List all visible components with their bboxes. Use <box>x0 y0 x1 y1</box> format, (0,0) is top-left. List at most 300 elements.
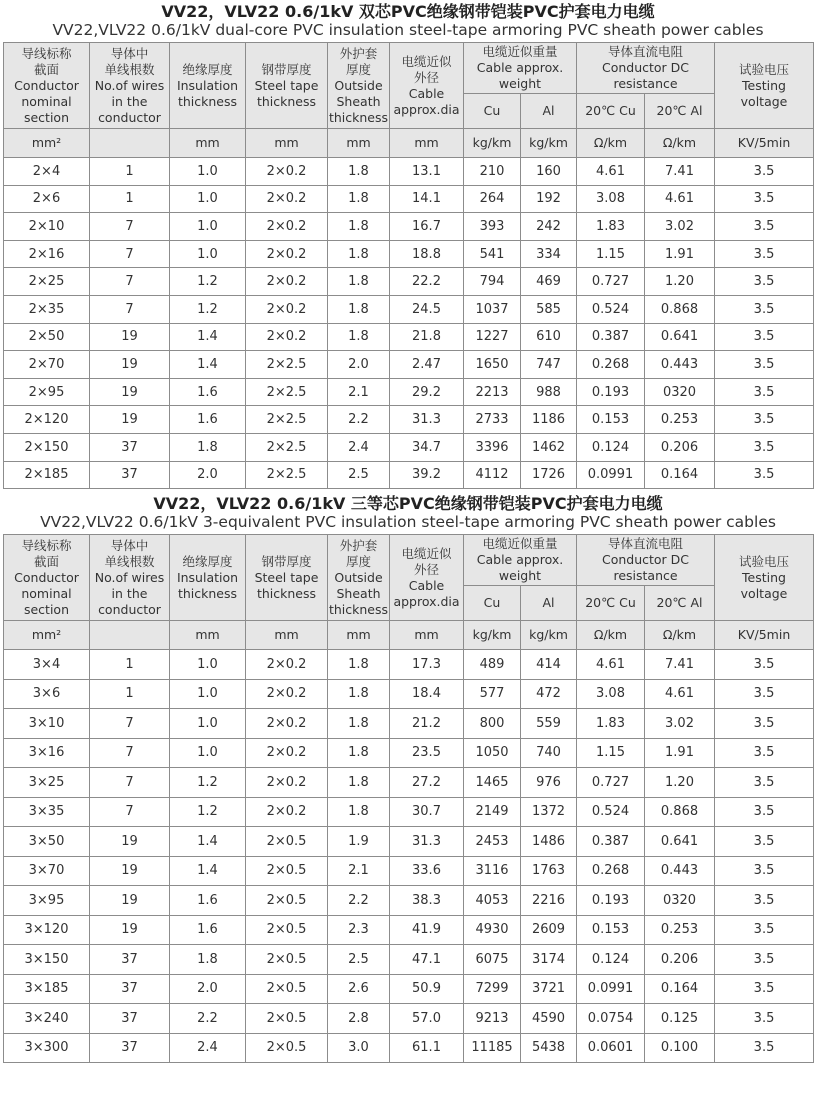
table-cell: 585 <box>521 295 577 323</box>
table-cell: 1.8 <box>328 295 390 323</box>
table-cell: 740 <box>521 738 577 768</box>
col-header-section: 导线标称 截面 Conductor nominal section <box>4 43 90 129</box>
table-cell: 2×0.5 <box>246 945 328 975</box>
col-header-insulation: 绝缘厚度 Insulation thickness <box>170 43 246 129</box>
table-cell: 38.3 <box>390 886 464 916</box>
table-cell: 37 <box>90 1004 170 1034</box>
table-cell: 3.5 <box>715 433 814 461</box>
unit-cell: mm <box>246 621 328 650</box>
table-cell: 7 <box>90 768 170 798</box>
table-cell: 1 <box>90 679 170 709</box>
table-cell: 3×35 <box>4 797 90 827</box>
table-cell: 0.387 <box>577 323 645 351</box>
table-cell: 3.5 <box>715 1033 814 1063</box>
table-body <box>4 650 814 1063</box>
table-cell: 2.0 <box>170 974 246 1004</box>
table-cell: 19 <box>90 827 170 857</box>
table-cell: 4.61 <box>645 185 715 213</box>
table-cell: 7299 <box>464 974 521 1004</box>
table-cell: 1.8 <box>328 679 390 709</box>
table-cell: 1.4 <box>170 856 246 886</box>
table-cell: 3×4 <box>4 650 90 680</box>
table-header <box>4 535 814 650</box>
table-row <box>4 158 814 186</box>
unit-cell: kg/km <box>464 129 521 158</box>
table-cell: 5438 <box>521 1033 577 1063</box>
table-cell: 9213 <box>464 1004 521 1034</box>
table-cell: 37 <box>90 461 170 489</box>
table-cell: 1.8 <box>170 945 246 975</box>
table-cell: 3.5 <box>715 768 814 798</box>
table-cell: 3.5 <box>715 351 814 379</box>
table-cell: 3.5 <box>715 709 814 739</box>
table-cell: 1.0 <box>170 738 246 768</box>
unit-cell <box>90 621 170 650</box>
table-cell: 2×25 <box>4 268 90 296</box>
table-cell: 7 <box>90 797 170 827</box>
table-cell: 4.61 <box>577 650 645 680</box>
table-cell: 0.253 <box>645 406 715 434</box>
table-row <box>4 323 814 351</box>
table-row <box>4 945 814 975</box>
table-cell: 3×120 <box>4 915 90 945</box>
table-cell: 2.2 <box>170 1004 246 1034</box>
table-cell: 0.206 <box>645 945 715 975</box>
table-cell: 0.253 <box>645 915 715 945</box>
col-header-weight-cu: Cu <box>464 586 521 621</box>
table-cell: 37 <box>90 974 170 1004</box>
table-cell: 4.61 <box>577 158 645 186</box>
table-cell: 0.193 <box>577 378 645 406</box>
table-cell: 1.2 <box>170 268 246 296</box>
table-cell: 3×70 <box>4 856 90 886</box>
unit-cell: Ω/km <box>645 129 715 158</box>
table-cell: 3.5 <box>715 797 814 827</box>
table-cell: 0320 <box>645 378 715 406</box>
table-cell: 3.5 <box>715 679 814 709</box>
table-cell: 2×2.5 <box>246 433 328 461</box>
table-cell: 2.3 <box>328 915 390 945</box>
table-cell: 50.9 <box>390 974 464 1004</box>
unit-cell: mm <box>390 621 464 650</box>
table-cell: 4590 <box>521 1004 577 1034</box>
table-cell: 2.4 <box>328 433 390 461</box>
table-cell: 2216 <box>521 886 577 916</box>
table-row <box>4 856 814 886</box>
table-cell: 0.387 <box>577 827 645 857</box>
table-cell: 1 <box>90 185 170 213</box>
table-cell: 1.8 <box>328 240 390 268</box>
table-cell: 19 <box>90 323 170 351</box>
table-row <box>4 461 814 489</box>
col-header-wires: 导体中 单线根数 No.of wires in the conductor <box>90 43 170 129</box>
table-cell: 3.5 <box>715 378 814 406</box>
table-cell: 1.0 <box>170 158 246 186</box>
table-cell: 3.5 <box>715 915 814 945</box>
table-cell: 11185 <box>464 1033 521 1063</box>
table-cell: 489 <box>464 650 521 680</box>
table-cell: 2.6 <box>328 974 390 1004</box>
table-cell: 4053 <box>464 886 521 916</box>
table-cell: 2213 <box>464 378 521 406</box>
table-cell: 2×35 <box>4 295 90 323</box>
three-core-spec-table <box>3 534 814 1063</box>
table-cell: 3×185 <box>4 974 90 1004</box>
col-header-weight-al: Al <box>521 94 577 129</box>
col-header-resistance: 导体直流电阻 Conductor DC resistance <box>577 535 715 586</box>
table-cell: 0.125 <box>645 1004 715 1034</box>
table-cell: 0320 <box>645 886 715 916</box>
table-cell: 2×120 <box>4 406 90 434</box>
unit-cell: Ω/km <box>577 621 645 650</box>
col-header-wires: 导体中 单线根数 No.of wires in the conductor <box>90 535 170 621</box>
table-cell: 1.6 <box>170 378 246 406</box>
table-cell: 1.8 <box>328 185 390 213</box>
unit-cell: KV/5min <box>715 621 814 650</box>
col-header-resistance-al: 20℃ Al <box>645 94 715 129</box>
table-cell: 7 <box>90 268 170 296</box>
table-cell: 1.4 <box>170 323 246 351</box>
dual-core-spec-table <box>3 42 814 489</box>
table-cell: 1.2 <box>170 295 246 323</box>
table-cell: 0.206 <box>645 433 715 461</box>
table-cell: 2×0.2 <box>246 323 328 351</box>
table-cell: 7.41 <box>645 158 715 186</box>
table-cell: 13.1 <box>390 158 464 186</box>
table-cell: 1.91 <box>645 240 715 268</box>
table-row <box>4 378 814 406</box>
table-cell: 37 <box>90 433 170 461</box>
table-row <box>4 433 814 461</box>
table-cell: 1.83 <box>577 709 645 739</box>
table-cell: 19 <box>90 378 170 406</box>
table-cell: 160 <box>521 158 577 186</box>
table-cell: 2×50 <box>4 323 90 351</box>
table-cell: 0.524 <box>577 797 645 827</box>
table-cell: 472 <box>521 679 577 709</box>
table-cell: 0.443 <box>645 351 715 379</box>
col-header-voltage: 试验电压 Testing voltage <box>715 535 814 621</box>
table-cell: 2×0.2 <box>246 650 328 680</box>
three-core-title: VV22，VLV22 0.6/1kV 三等芯PVC绝缘钢带铠装PVC护套电力电缆 <box>153 494 663 514</box>
table-cell: 3.5 <box>715 856 814 886</box>
unit-cell: mm <box>246 129 328 158</box>
table-row <box>4 185 814 213</box>
table-cell: 1.91 <box>645 738 715 768</box>
table-cell: 0.727 <box>577 768 645 798</box>
table-cell: 3.5 <box>715 158 814 186</box>
col-header-steel-tape: 钢带厚度 Steel tape thickness <box>246 535 328 621</box>
table-cell: 4112 <box>464 461 521 489</box>
table-cell: 2×0.5 <box>246 974 328 1004</box>
table-row <box>4 295 814 323</box>
table-cell: 2453 <box>464 827 521 857</box>
table-cell: 1372 <box>521 797 577 827</box>
table-cell: 2×70 <box>4 351 90 379</box>
table-cell: 2.8 <box>328 1004 390 1034</box>
table-row <box>4 886 814 916</box>
table-cell: 2.4 <box>170 1033 246 1063</box>
table-cell: 3×300 <box>4 1033 90 1063</box>
table-cell: 1186 <box>521 406 577 434</box>
table-cell: 1.0 <box>170 213 246 241</box>
unit-cell: mm <box>390 129 464 158</box>
table-cell: 747 <box>521 351 577 379</box>
table-cell: 2×16 <box>4 240 90 268</box>
unit-cell <box>90 129 170 158</box>
three-core-subtitle: VV22,VLV22 0.6/1kV 3-equivalent PVC insulation steel-tape armoring PVC sheath power cables <box>40 513 776 532</box>
table-cell: 18.4 <box>390 679 464 709</box>
table-cell: 6075 <box>464 945 521 975</box>
table-cell: 18.8 <box>390 240 464 268</box>
table-cell: 1.0 <box>170 650 246 680</box>
table-cell: 16.7 <box>390 213 464 241</box>
table-cell: 1227 <box>464 323 521 351</box>
col-header-resistance-cu: 20℃ Cu <box>577 586 645 621</box>
table-cell: 2149 <box>464 797 521 827</box>
table-body <box>4 158 814 489</box>
table-cell: 31.3 <box>390 827 464 857</box>
table-cell: 2×0.5 <box>246 827 328 857</box>
unit-cell: mm <box>170 129 246 158</box>
table-row <box>4 351 814 379</box>
table-cell: 47.1 <box>390 945 464 975</box>
table-cell: 3×95 <box>4 886 90 916</box>
table-row <box>4 768 814 798</box>
table-cell: 2×0.2 <box>246 738 328 768</box>
table-cell: 1.0 <box>170 709 246 739</box>
table-cell: 2.5 <box>328 461 390 489</box>
table-cell: 3×240 <box>4 1004 90 1034</box>
table-cell: 3×10 <box>4 709 90 739</box>
table-cell: 1.6 <box>170 406 246 434</box>
table-cell: 3.5 <box>715 461 814 489</box>
table-cell: 3.5 <box>715 240 814 268</box>
table-cell: 21.8 <box>390 323 464 351</box>
table-cell: 3×50 <box>4 827 90 857</box>
table-cell: 7 <box>90 738 170 768</box>
table-cell: 2×0.2 <box>246 268 328 296</box>
table-cell: 1.8 <box>170 433 246 461</box>
col-header-sheath: 外护套 厚度 Outside Sheath thickness <box>328 535 390 621</box>
table-cell: 1465 <box>464 768 521 798</box>
table-cell: 21.2 <box>390 709 464 739</box>
table-cell: 3.0 <box>328 1033 390 1063</box>
table-cell: 2×0.5 <box>246 1033 328 1063</box>
table-cell: 3×16 <box>4 738 90 768</box>
table-cell: 1050 <box>464 738 521 768</box>
table-cell: 3.02 <box>645 213 715 241</box>
table-cell: 7 <box>90 213 170 241</box>
table-cell: 988 <box>521 378 577 406</box>
table-cell: 1462 <box>521 433 577 461</box>
table-row <box>4 1004 814 1034</box>
table-cell: 0.153 <box>577 915 645 945</box>
table-cell: 2×0.2 <box>246 158 328 186</box>
table-cell: 3.5 <box>715 1004 814 1034</box>
table-cell: 33.6 <box>390 856 464 886</box>
table-cell: 3.5 <box>715 974 814 1004</box>
table-cell: 264 <box>464 185 521 213</box>
table-cell: 800 <box>464 709 521 739</box>
table-cell: 2733 <box>464 406 521 434</box>
table-cell: 334 <box>521 240 577 268</box>
table-cell: 2×0.2 <box>246 240 328 268</box>
table-row <box>4 213 814 241</box>
col-header-diameter: 电缆近似 外径 Cable approx.dia <box>390 535 464 621</box>
table-cell: 2×0.5 <box>246 886 328 916</box>
table-cell: 1.8 <box>328 709 390 739</box>
table-cell: 1.4 <box>170 351 246 379</box>
unit-cell: Ω/km <box>645 621 715 650</box>
table-cell: 976 <box>521 768 577 798</box>
table-row <box>4 240 814 268</box>
table-cell: 0.0991 <box>577 461 645 489</box>
col-header-insulation: 绝缘厚度 Insulation thickness <box>170 535 246 621</box>
table-cell: 2×10 <box>4 213 90 241</box>
table-cell: 3.02 <box>645 709 715 739</box>
table-cell: 1.8 <box>328 213 390 241</box>
table-cell: 3×6 <box>4 679 90 709</box>
table-cell: 0.0754 <box>577 1004 645 1034</box>
table-cell: 0.641 <box>645 323 715 351</box>
table-cell: 1.15 <box>577 738 645 768</box>
table-cell: 1726 <box>521 461 577 489</box>
table-cell: 1.20 <box>645 268 715 296</box>
table-cell: 4.61 <box>645 679 715 709</box>
table-cell: 2×185 <box>4 461 90 489</box>
table-cell: 23.5 <box>390 738 464 768</box>
table-cell: 2×0.5 <box>246 856 328 886</box>
table-cell: 1763 <box>521 856 577 886</box>
table-cell: 2×4 <box>4 158 90 186</box>
table-cell: 1.8 <box>328 268 390 296</box>
table-cell: 17.3 <box>390 650 464 680</box>
table-cell: 2×0.2 <box>246 679 328 709</box>
table-cell: 31.3 <box>390 406 464 434</box>
table-cell: 0.124 <box>577 945 645 975</box>
table-cell: 794 <box>464 268 521 296</box>
col-header-diameter: 电缆近似 外径 Cable approx.dia <box>390 43 464 129</box>
table-cell: 2×0.2 <box>246 709 328 739</box>
table-cell: 469 <box>521 268 577 296</box>
table-row <box>4 268 814 296</box>
table-cell: 3.5 <box>715 268 814 296</box>
table-cell: 1.0 <box>170 679 246 709</box>
table-cell: 1.8 <box>328 768 390 798</box>
col-header-weight-cu: Cu <box>464 94 521 129</box>
table-cell: 0.868 <box>645 797 715 827</box>
col-header-weight: 电缆近似重量 Cable approx. weight <box>464 535 577 586</box>
table-cell: 1.8 <box>328 738 390 768</box>
table-cell: 3.08 <box>577 185 645 213</box>
table-cell: 393 <box>464 213 521 241</box>
table-cell: 19 <box>90 915 170 945</box>
table-cell: 14.1 <box>390 185 464 213</box>
table-cell: 19 <box>90 856 170 886</box>
table-cell: 0.153 <box>577 406 645 434</box>
table-cell: 1.8 <box>328 650 390 680</box>
three-core-section <box>0 489 816 531</box>
table-row <box>4 738 814 768</box>
table-cell: 577 <box>464 679 521 709</box>
table-cell: 7 <box>90 295 170 323</box>
table-row <box>4 827 814 857</box>
table-row <box>4 406 814 434</box>
table-cell: 3.5 <box>715 945 814 975</box>
table-cell: 2×0.2 <box>246 295 328 323</box>
table-cell: 2×0.2 <box>246 213 328 241</box>
table-row <box>4 650 814 680</box>
table-cell: 0.727 <box>577 268 645 296</box>
table-cell: 0.0601 <box>577 1033 645 1063</box>
col-header-resistance: 导体直流电阻 Conductor DC resistance <box>577 43 715 94</box>
table-cell: 2×2.5 <box>246 461 328 489</box>
table-cell: 3.5 <box>715 827 814 857</box>
table-cell: 2.2 <box>328 406 390 434</box>
table-cell: 19 <box>90 406 170 434</box>
table-cell: 242 <box>521 213 577 241</box>
table-cell: 559 <box>521 709 577 739</box>
table-cell: 210 <box>464 158 521 186</box>
table-cell: 19 <box>90 351 170 379</box>
unit-cell: mm <box>170 621 246 650</box>
table-cell: 0.193 <box>577 886 645 916</box>
table-cell: 0.443 <box>645 856 715 886</box>
table-cell: 2.0 <box>328 351 390 379</box>
table-row <box>4 1033 814 1063</box>
table-cell: 3×150 <box>4 945 90 975</box>
table-cell: 39.2 <box>390 461 464 489</box>
table-cell: 192 <box>521 185 577 213</box>
col-header-resistance-cu: 20℃ Cu <box>577 94 645 129</box>
table-cell: 2.0 <box>170 461 246 489</box>
table-cell: 3.5 <box>715 886 814 916</box>
table-cell: 0.164 <box>645 974 715 1004</box>
table-cell: 2.2 <box>328 886 390 916</box>
table-cell: 7 <box>90 240 170 268</box>
table-cell: 3174 <box>521 945 577 975</box>
unit-cell: mm² <box>4 129 90 158</box>
table-cell: 0.0991 <box>577 974 645 1004</box>
table-cell: 1.0 <box>170 185 246 213</box>
table-cell: 3×25 <box>4 768 90 798</box>
table-cell: 0.164 <box>645 461 715 489</box>
table-cell: 0.268 <box>577 351 645 379</box>
table-header <box>4 43 814 158</box>
table-cell: 2×0.5 <box>246 915 328 945</box>
dual-core-section <box>0 0 816 39</box>
table-cell: 3.5 <box>715 738 814 768</box>
table-cell: 1.15 <box>577 240 645 268</box>
table-cell: 1.8 <box>328 797 390 827</box>
dual-core-subtitle: VV22,VLV22 0.6/1kV dual-core PVC insulation steel-tape armoring PVC sheath power cables <box>52 21 764 39</box>
table-cell: 0.524 <box>577 295 645 323</box>
table-cell: 3.5 <box>715 185 814 213</box>
table-cell: 3721 <box>521 974 577 1004</box>
table-cell: 57.0 <box>390 1004 464 1034</box>
table-cell: 24.5 <box>390 295 464 323</box>
col-header-resistance-al: 20℃ Al <box>645 586 715 621</box>
table-cell: 3.5 <box>715 295 814 323</box>
table-cell: 2.1 <box>328 856 390 886</box>
col-header-steel-tape: 钢带厚度 Steel tape thickness <box>246 43 328 129</box>
table-cell: 2.1 <box>328 378 390 406</box>
table-cell: 2×6 <box>4 185 90 213</box>
table-row <box>4 679 814 709</box>
table-cell: 7.41 <box>645 650 715 680</box>
unit-cell: kg/km <box>521 129 577 158</box>
